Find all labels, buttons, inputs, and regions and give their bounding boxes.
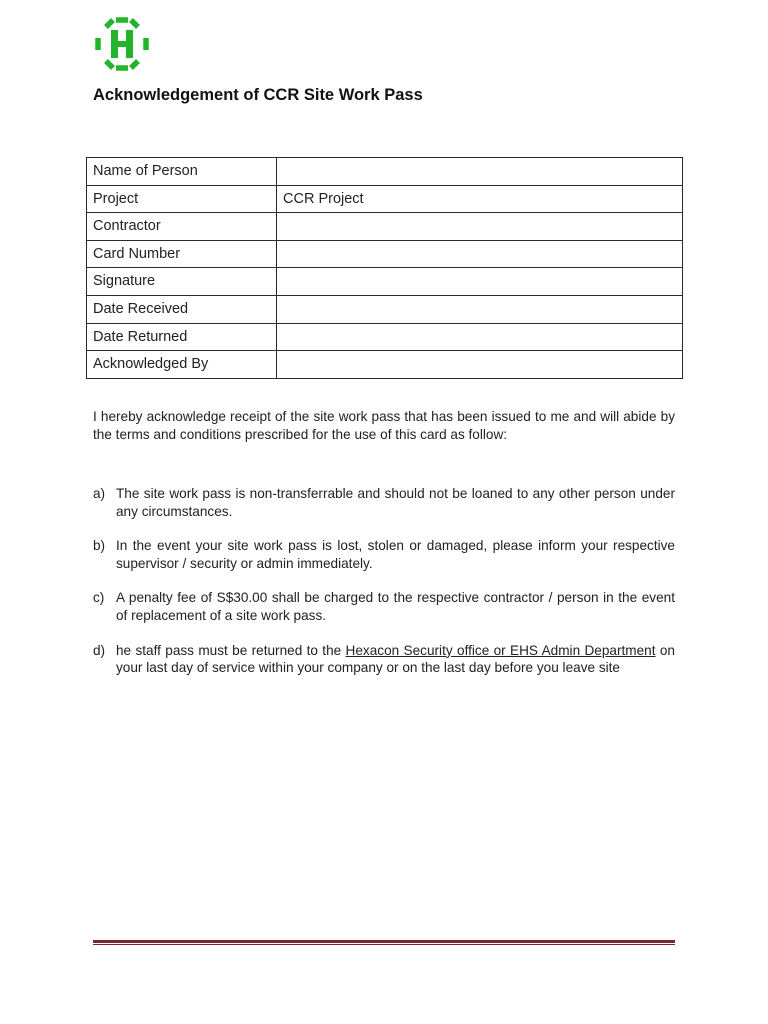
table-row [87,268,683,296]
term-text-before: he staff pass must be returned to the [116,642,346,658]
field-label-acknowledged-by: Acknowledged By [87,351,277,379]
field-value-date-received[interactable] [277,295,683,323]
table-row [87,323,683,351]
list-item [93,642,675,677]
field-label-date-received: Date Received [87,295,277,323]
field-value-signature[interactable] [277,268,683,296]
table-row [87,295,683,323]
term-text: A penalty fee of S$30.00 shall be charged to the respective contractor / person in the event of replacement of a site work pass. [116,590,675,623]
return-location-text: Hexacon Security office or EHS Admin Department [345,642,656,658]
field-label-signature: Signature [87,268,277,296]
list-marker: a) [93,486,106,501]
term-text-after: on your last day of service within your company or on the last day before you leave site [116,642,675,676]
list-item [93,589,675,624]
list-marker: b) [93,538,106,554]
list-item [93,537,675,572]
intro-paragraph: I hereby acknowledge receipt of the site work pass that has been issued to me and will abide by the terms and conditions prescribed for the use of this card as follow: [93,409,675,442]
field-label-date-returned: Date Returned [87,323,277,351]
footer-divider-thin [93,944,675,945]
terms-list [93,485,675,677]
field-value-contractor[interactable] [277,213,683,241]
field-value-name-of-person[interactable] [277,158,683,186]
list-marker: d) [93,642,106,658]
field-label-project: Project [87,185,277,213]
field-label-contractor: Contractor [87,213,277,241]
acknowledgement-form-table [86,157,683,379]
table-row [87,351,683,379]
field-value-project[interactable]: CCR Project [277,185,683,213]
footer-divider [93,940,675,946]
field-value-acknowledged-by[interactable] [277,351,683,379]
list-marker: c) [93,590,105,606]
hexacon-logo-icon [94,16,150,72]
table-row [87,158,683,186]
term-text: The site work pass is non-transferrable and should not be loaned to any other person under any circumstances. [116,486,675,519]
field-label-name-of-person: Name of Person [87,158,277,186]
field-value-card-number[interactable] [277,240,683,268]
term-text: In the event your site work pass is lost, stolen or damaged, please inform your respective supervisor / security or admin immediately. [116,538,675,571]
footer-divider-thick [93,940,675,943]
table-row [87,185,683,213]
field-value-date-returned[interactable] [277,323,683,351]
table-row [87,240,683,268]
table-row [87,213,683,241]
field-label-card-number: Card Number [87,240,277,268]
list-item [93,485,675,520]
page-title: Acknowledgement of CCR Site Work Pass [93,86,423,104]
